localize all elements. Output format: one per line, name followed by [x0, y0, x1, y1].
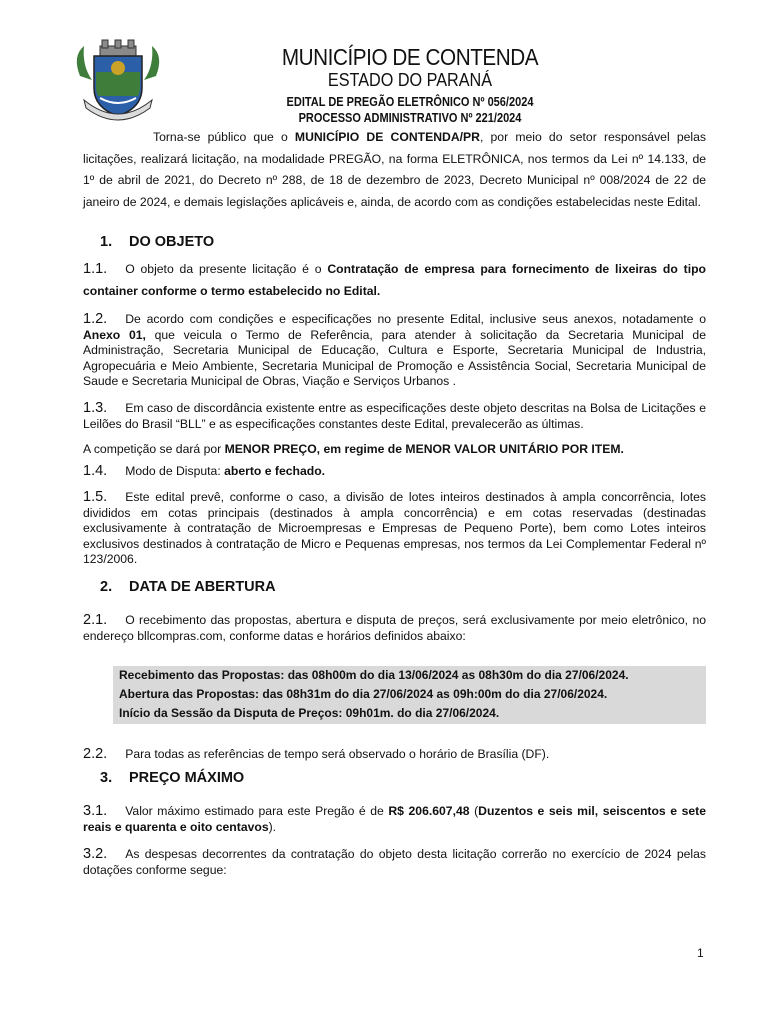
clause-1-2: 1.2. De acordo com condições e especificações no presente Edital, inclusive seus anexos, notadamente o Anexo 01, que veicula o Termo de Referência, para atender à solicitação da Secretaria Municipal de Administração, Secretaria Municipal de Educação, Cultura e Esporte, Secretaria Municipal de Industria, Agropecuária e Meio Ambiente, Secretaria Municipal de Promoção e Assistência Social, Secretaria Municipal de Saude e Secretaria Municipal de Obras, Viação e Serviços Urbanos .	[83, 311, 706, 388]
municipal-coat-of-arms	[70, 36, 166, 124]
intro-paragraph: Torna-se público que o MUNICÍPIO DE CONTENDA/PR, por meio do setor responsável pelas licitações, realizará licitação, na modalidade PREGÃO, na forma ELETRÔNICA, nos termos da Lei nº 14.133, de 1º de abril de 2021, do Decreto nº 288, de 18 de dezembro de 2023, Decreto Municipal nº 008/2024 de 22 de janeiro de 2024, e demais legislações aplicáveis e, ainda, de acordo com as condições estabelecidas neste Edital.	[83, 130, 706, 209]
schedule-receipt: Recebimento das Propostas: das 08h00m do dia 13/06/2024 as 08h30m do dia 27/06/2024.	[119, 668, 629, 682]
section-heading-objeto: 1. DO OBJETO	[100, 234, 215, 250]
clause-1-1: 1.1. O objeto da presente licitação é o Contratação de empresa para fornecimento de lixeiras do tipo container conforme o termo estabelecido no Edital.	[83, 261, 706, 298]
page-number: 1	[697, 946, 704, 960]
process-number: PROCESSO ADMINISTRATIVO Nº 221/2024	[298, 111, 522, 125]
schedule-session: Início da Sessão da Disputa de Preços: 09h01m. do dia 27/06/2024.	[119, 706, 500, 720]
edital-number: EDITAL DE PREGÃO ELETRÔNICO Nº 056/2024	[286, 95, 534, 109]
clause-3-1: 3.1. Valor máximo estimado para este Pregão é de R$ 206.607,48 (Duzentos e seis mil, seiscentos e sete reais e quarenta e oito centavos).	[83, 803, 706, 834]
clause-3-2: 3.2. As despesas decorrentes da contratação do objeto desta licitação correrão no exercício de 2024 pelas dotações conforme segue:	[83, 846, 706, 877]
municipality-title: MUNICÍPIO DE CONTENDA	[281, 44, 539, 70]
clause-1-4: 1.4. Modo de Disputa: aberto e fechado.	[83, 463, 326, 479]
schedule-opening: Abertura das Propostas: das 08h31m do dia 27/06/2024 as 09h:00m do dia 27/06/2024.	[119, 687, 608, 701]
state-title: ESTADO DO PARANÁ	[327, 70, 493, 90]
clause-1-3: 1.3. Em caso de discordância existente entre as especificações deste objeto descritas na Bolsa de Licitações e Leilões do Brasil “BLL” e as especificações constantes deste Edital, prevalecerão as últimas.	[83, 400, 706, 431]
section-heading-abertura: 2. DATA DE ABERTURA	[100, 579, 276, 595]
clause-1-5: 1.5. Este edital prevê, conforme o caso, a divisão de lotes inteiros destinados à ampla concorrência, lotes divididos em cotas principais (destinados à ampla concorrência) e em cotas reservadas (destinadas exclusivamente à contratação de Microempresas e Empresas de Pequeno Porte), bem como Lotes inteiros exclusivos destinados à contratação de Micro e Pequenas empresas, nos termos da Lei Complementar Federal nº 123/2006.	[83, 489, 706, 566]
section-heading-preco: 3. PREÇO MÁXIMO	[100, 770, 245, 786]
clause-2-2: 2.2. Para todas as referências de tempo será observado o horário de Brasília (DF).	[83, 746, 550, 762]
competition-criteria: A competição se dará por MENOR PREÇO, em regime de MENOR VALOR UNITÁRIO POR ITEM.	[83, 442, 624, 456]
schedule-box	[113, 666, 706, 724]
clause-2-1: 2.1. O recebimento das propostas, abertura e disputa de preços, será exclusivamente por meio eletrônico, no endereço bllcompras.com, conforme datas e horários definidos abaixo:	[83, 612, 706, 643]
